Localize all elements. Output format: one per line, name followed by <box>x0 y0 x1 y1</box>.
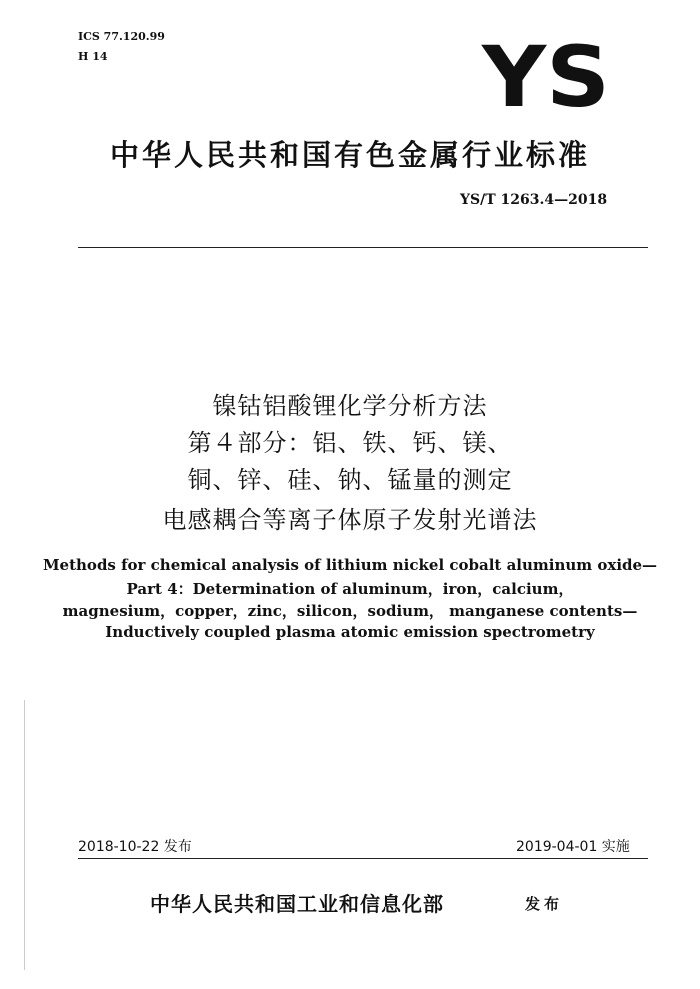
title-en-line-4: Inductively coupled plasma atomic emission spectrometry <box>105 623 595 641</box>
title-zh-line-2: 第４部分：铝、铁、钙、镁、 <box>187 429 513 457</box>
issuing-authority: 中华人民共和国工业和信息化部 <box>150 892 444 916</box>
title-en-line-1: Methods for chemical analysis of lithium nickel cobalt aluminum oxide— <box>42 556 658 574</box>
title-zh-line-1: 镍钴铝酸锂化学分析方法 <box>212 392 488 420</box>
implementation-date: 2019-04-01 实施 <box>516 839 630 855</box>
header-rule <box>78 247 648 248</box>
standard-number: YS/T 1263.4—2018 <box>460 192 608 208</box>
ics-code: ICS 77.120.99 <box>78 30 165 43</box>
footer-rule <box>78 858 648 859</box>
ys-logo <box>480 40 612 112</box>
scan-edge-line <box>24 700 25 970</box>
title-en-line-2: Part 4：Determination of aluminum，iron，calcium， <box>126 580 574 598</box>
title-en-line-3: magnesium，copper，zinc，silicon，sodium， manganese contents— <box>62 602 638 620</box>
org-title: 中华人民共和国有色金属行业标准 <box>109 138 590 172</box>
classification-code: H 14 <box>78 50 108 63</box>
issue-date: 2018-10-22 发布 <box>78 839 192 855</box>
title-zh-line-4: 电感耦合等离子体原子发射光谱法 <box>162 506 538 534</box>
title-zh-line-3: 铜、锌、硅、钠、锰量的测定 <box>187 466 513 494</box>
ys-logo-text: YS <box>480 40 610 112</box>
publish-label: 发布 <box>525 895 564 913</box>
